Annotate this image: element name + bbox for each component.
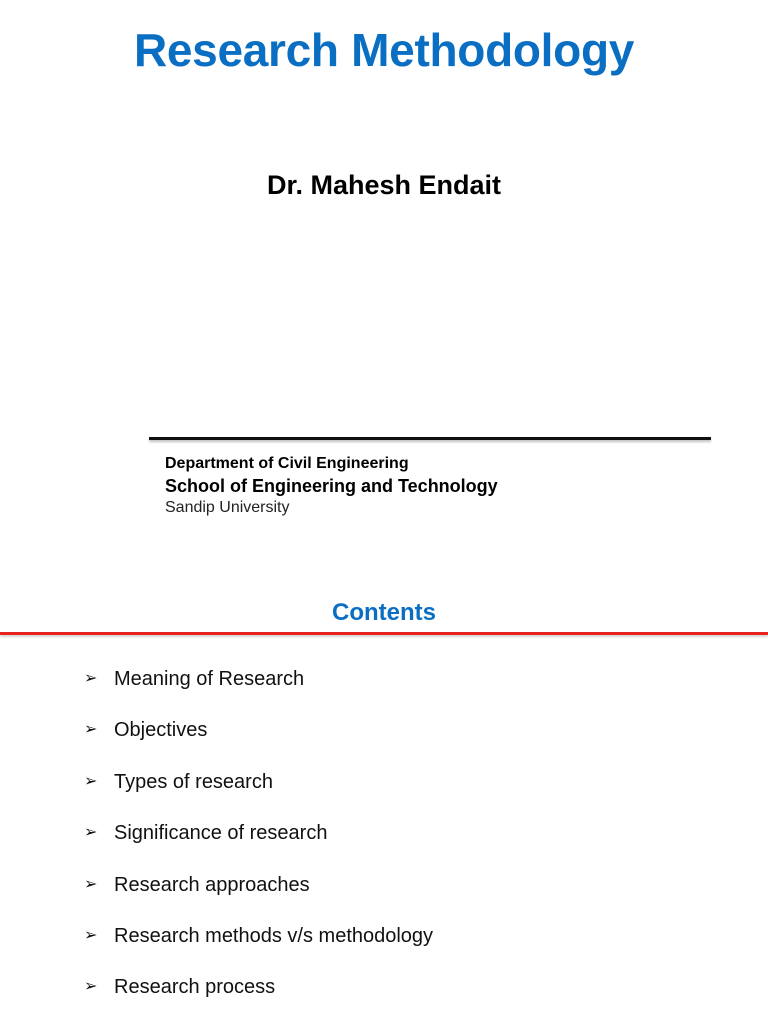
department-name: Department of Civil Engineering	[165, 455, 409, 472]
arrow-bullet-icon: ➢	[84, 824, 98, 842]
list-item-label: Research approaches	[114, 873, 310, 896]
divider-line	[149, 437, 711, 440]
list-item-label: Significance of research	[114, 822, 328, 845]
list-item	[84, 973, 433, 1024]
affiliation-block	[165, 454, 498, 518]
list-item-label: Research process	[114, 976, 276, 999]
author-name: Dr. Mahesh Endait	[266, 170, 502, 200]
list-item	[84, 665, 433, 716]
university-name: Sandip University	[165, 499, 290, 516]
list-item-label: Meaning of Research	[114, 668, 305, 690]
list-item	[84, 716, 433, 767]
arrow-bullet-icon: ➢	[84, 721, 98, 739]
contents-list	[84, 665, 433, 1025]
slide-title: Research Methodology	[133, 24, 635, 76]
list-item	[84, 768, 433, 819]
school-name: School of Engineering and Technology	[165, 476, 498, 496]
arrow-bullet-icon: ➢	[84, 926, 98, 944]
contents-heading: Contents	[332, 599, 436, 626]
list-item-label: Objectives	[114, 719, 208, 742]
arrow-bullet-icon: ➢	[84, 772, 98, 790]
arrow-bullet-icon: ➢	[84, 875, 98, 893]
contents-divider-line	[0, 632, 768, 635]
list-item	[84, 922, 433, 973]
arrow-bullet-icon: ➢	[84, 670, 98, 687]
list-item	[84, 871, 433, 922]
list-item	[84, 819, 433, 870]
list-item-label: Types of research	[114, 770, 273, 793]
arrow-bullet-icon: ➢	[84, 978, 98, 996]
list-item-label: Research methods v/s methodology	[114, 924, 434, 947]
